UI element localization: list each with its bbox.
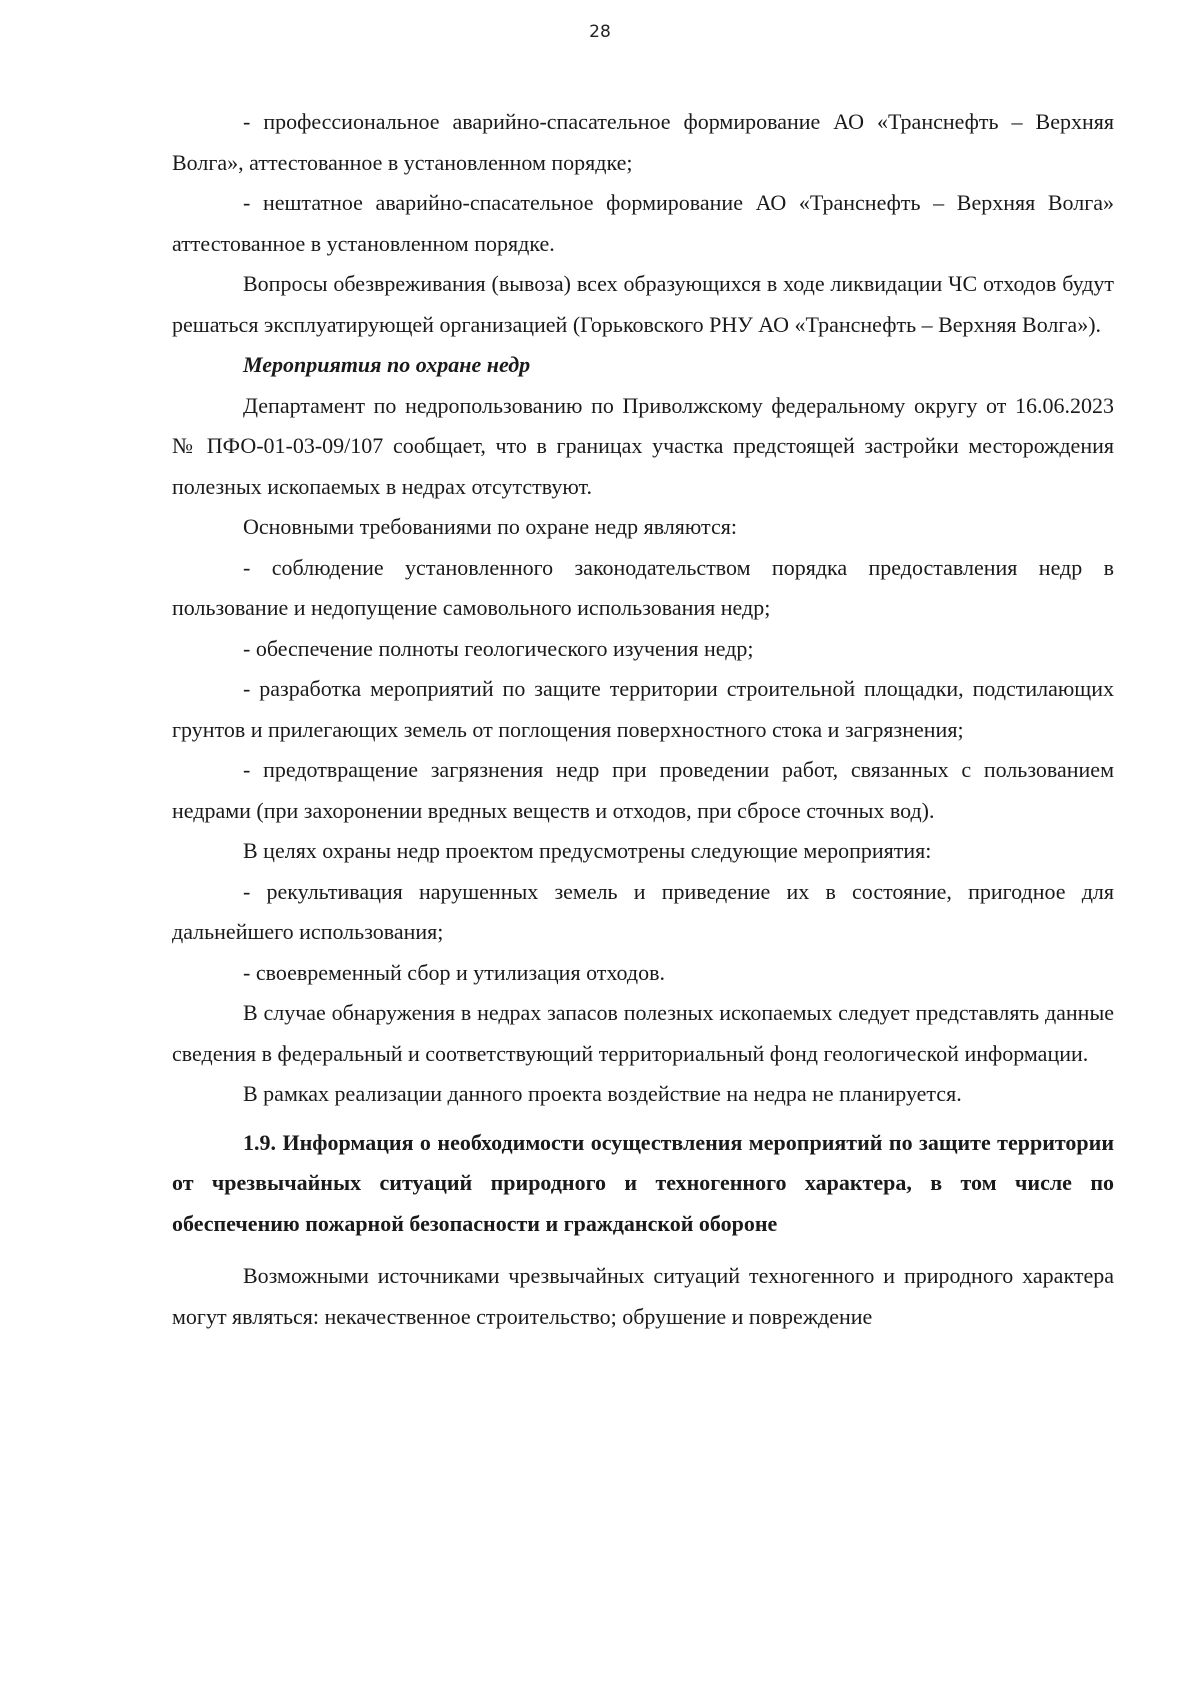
subsection-heading-subsoil-protection: Мероприятия по охране недр [243, 352, 531, 377]
document-body [172, 102, 1114, 1337]
paragraph-rescue-unit-professional: - профессиональное аварийно-спасательное формирование АО «Транснефть – Верхняя Волга», аттестованное в установленном порядке; [172, 109, 1114, 175]
paragraph-rescue-unit-non-staff: - нештатное аварийно-спасательное формирование АО «Транснефть – Верхняя Волга» аттестованное в установленном порядке. [172, 190, 1114, 256]
paragraph-no-impact: В рамках реализации данного проекта воздействие на недра не планируется. [243, 1081, 962, 1106]
section-heading-1-9: 1.9. Информация о необходимости осуществления мероприятий по защите территории от чрезвычайных ситуаций природного и техногенного характера, в том числе по обеспечению пожарной безопасности и гражданской обороне [172, 1129, 1114, 1236]
list-item-waste-collection: - своевременный сбор и утилизация отходов. [243, 959, 665, 985]
paragraph-mineral-discovery: В случае обнаружения в недрах запасов полезных ископаемых следует представлять данные сведения в федеральный и соответствующий территориальный фонд геологической информации. [172, 1000, 1114, 1066]
paragraph-emergency-sources: Возможными источниками чрезвычайных ситуаций техногенного и природного характера могут являться: некачественное строительство; обрушение и повреждение [172, 1263, 1114, 1329]
paragraph-planned-measures: В целях охраны недр проектом предусмотрены следующие мероприятия: [243, 838, 932, 863]
paragraph-main-requirements: Основными требованиями по охране недр являются: [243, 514, 737, 539]
list-item-site-protection: - разработка мероприятий по защите территории строительной площадки, подстилающих грунтов и прилегающих земель от поглощения поверхностного стока и загрязнения; [172, 676, 1114, 742]
paragraph-department-letter: Департамент по недропользованию по Приволжскому федеральному округу от 16.06.2023 № ПФО-01-03-09/107 сообщает, что в границах участка предстоящей застройки месторождения полезных ископаемых в недрах отсутствуют. [172, 392, 1114, 499]
list-item-pollution-prevention: - предотвращение загрязнения недр при проведении работ, связанных с пользованием недрами (при захоронении вредных веществ и отходов, при сбросе сточных вод). [172, 757, 1114, 823]
list-item-compliance: - соблюдение установленного законодательством порядка предоставления недр в пользование и недопущение самовольного использования недр; [172, 554, 1114, 620]
paragraph-waste-disposal: Вопросы обезвреживания (вывоза) всех образующихся в ходе ликвидации ЧС отходов будут решаться эксплуатирующей организацией (Горьковского РНУ АО «Транснефть – Верхняя Волга»). [172, 271, 1114, 337]
page-number: 28 [589, 22, 611, 42]
list-item-recultivation: - рекультивация нарушенных земель и приведение их в состояние, пригодное для дальнейшего использования; [172, 878, 1114, 944]
list-item-geological-study: - обеспечение полноты геологического изучения недр; [243, 635, 754, 661]
